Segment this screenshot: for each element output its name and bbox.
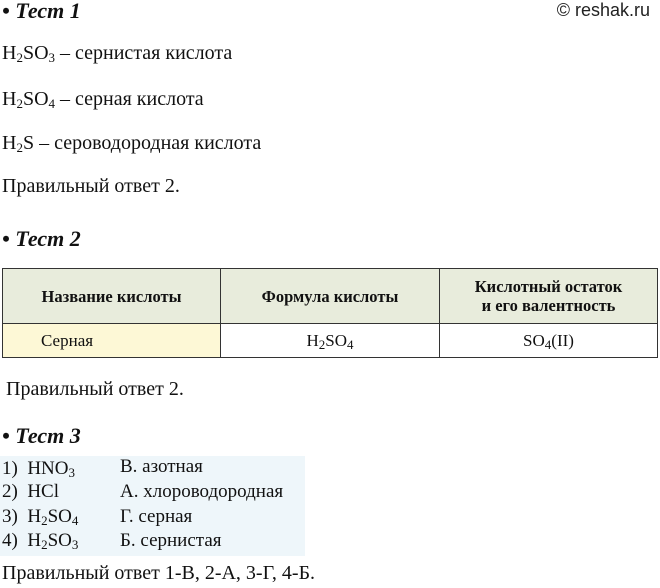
- test2-heading: • Тест 2: [2, 226, 81, 251]
- watermark-logo: © reshak.ru: [556, 0, 650, 20]
- match-name: Г. серная: [120, 506, 193, 527]
- match-formula: 4) $H_2SO_3$: [2, 530, 79, 552]
- test1-heading: • Тест 1: [2, 0, 81, 23]
- match-name: Б. сернистая: [120, 530, 222, 551]
- match-formula: 3) $H_2SO_4$: [2, 506, 79, 528]
- match-name: А. хлороводородная: [120, 481, 284, 502]
- cell-formula: $H_2SO_4$: [221, 324, 440, 358]
- test3-answer: Правильный ответ 1-В, 2-А, 3-Г, 4-Б.: [2, 562, 316, 584]
- match-name: В. азотная: [120, 456, 203, 477]
- cell-residue: $SO_4(II)$: [440, 324, 658, 358]
- acid-table: [2, 268, 658, 358]
- test3-heading: • Тест 3: [2, 423, 81, 448]
- header-formula: Формула кислоты: [221, 269, 440, 324]
- header-name: Название кислоты: [3, 269, 221, 324]
- test1-line: $H_2SO_4$ – серная кислота: [2, 88, 204, 111]
- test1-line: $H_2S$ – сероводородная кислота: [2, 132, 262, 155]
- matching-list: [0, 456, 305, 556]
- match-formula: 2) HCl: [2, 481, 60, 502]
- match-formula: 1) $HNO_3$: [2, 458, 75, 480]
- cell-name: Серная: [3, 324, 221, 358]
- test1-answer: Правильный ответ 2.: [2, 175, 180, 197]
- header-residue: Кислотный остаток и его валентность: [440, 269, 658, 324]
- test2-answer: Правильный ответ 2.: [6, 378, 184, 400]
- test1-line: $H_2SO_3$ – сернистая кислота: [2, 42, 233, 65]
